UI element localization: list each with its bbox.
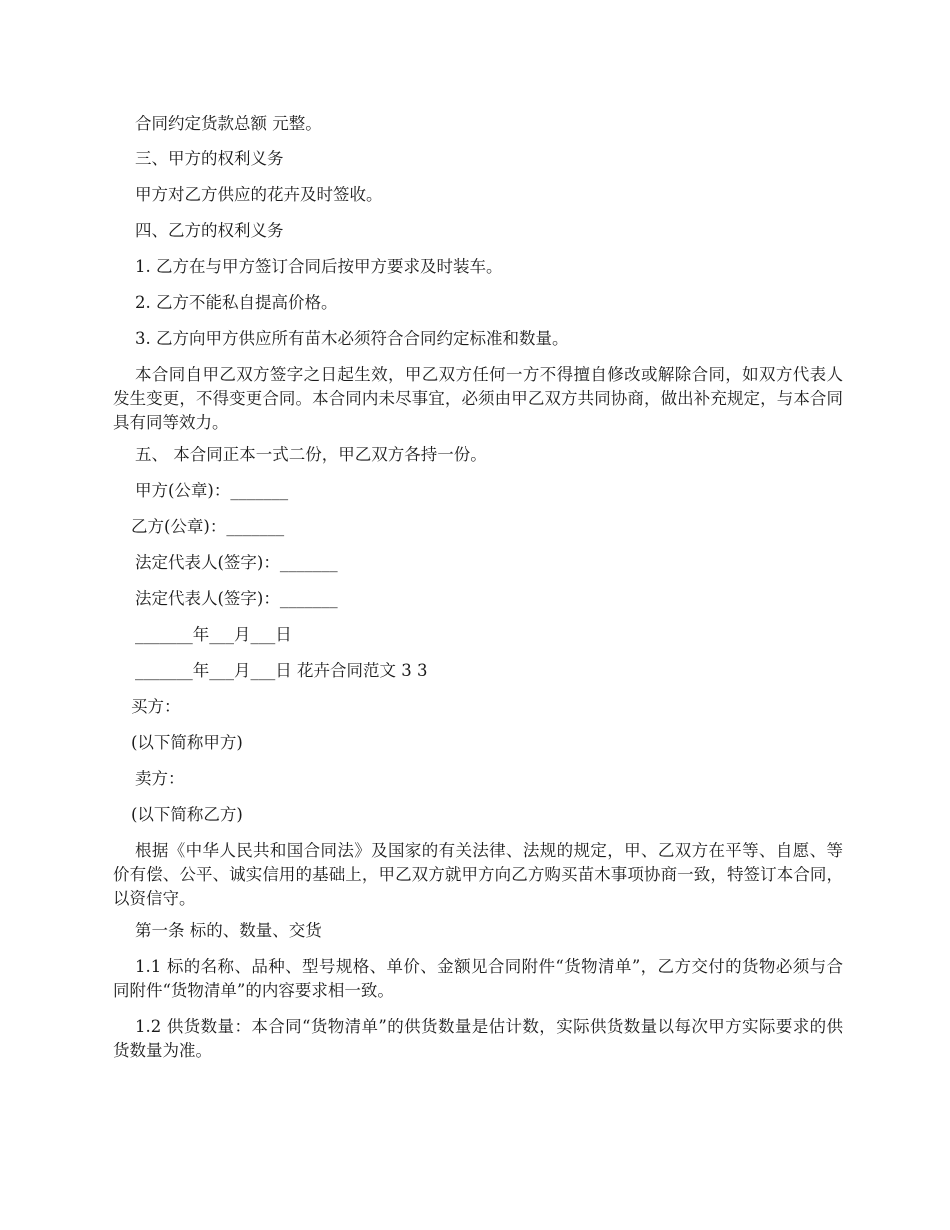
paragraph-total-amount: 合同约定货款总额 元整。: [135, 114, 322, 133]
date-line-2-with-title: _______年___月___日 花卉合同范文 3 3: [135, 661, 428, 680]
signature-party-b-seal: 乙方(公章)：_______: [131, 517, 285, 536]
signature-legal-rep-1: 法定代表人(签字)：_______: [135, 553, 338, 572]
paragraph-party-b-item-3: 3. 乙方向甲方供应所有苗木必须符合合同约定标准和数量。: [135, 329, 569, 348]
heading-party-a-rights: 三、甲方的权利义务: [135, 149, 284, 168]
paragraph-party-a-duty: 甲方对乙方供应的花卉及时签收。: [135, 185, 383, 204]
heading-party-b-rights: 四、乙方的权利义务: [135, 221, 284, 240]
signature-party-a-seal: 甲方(公章)：_______: [135, 481, 289, 500]
buyer-alias: (以下简称甲方): [131, 733, 243, 752]
buyer-label: 买方：: [131, 697, 181, 716]
article-1-heading: 第一条 标的、数量、交货: [135, 921, 322, 940]
date-line-1: _______年___月___日: [135, 625, 292, 644]
seller-label: 卖方：: [135, 769, 185, 788]
paragraph-copies-clause: 五、 本合同正本一式二份，甲乙双方各持一份。: [135, 445, 487, 464]
paragraph-legal-basis: 根据《中华人民共和国合同法》及国家的有关法律、法规的规定，甲、乙双方在平等、自愿、等价有偿、公平、诚实信用的基础上，甲乙双方就甲方向乙方购买苗木事项协商一致，特签订本合同，以资信守。: [113, 841, 843, 908]
paragraph-party-b-item-2: 2. 乙方不能私自提高价格。: [135, 293, 338, 312]
signature-legal-rep-2: 法定代表人(签字)：_______: [135, 589, 338, 608]
seller-alias: (以下简称乙方): [131, 805, 243, 824]
paragraph-article-1-2: 1.2 供货数量：本合同“货物清单”的供货数量是估计数，实际供货数量以每次甲方实际要求的供货数量为准。: [113, 1017, 843, 1060]
paragraph-article-1-1: 1.1 标的名称、品种、型号规格、单价、金额见合同附件“货物清单”，乙方交付的货物必须与合同附件“货物清单”的内容要求相一致。: [113, 957, 843, 1000]
paragraph-effective-clause: 本合同自甲乙双方签字之日起生效，甲乙双方任何一方不得擅自修改或解除合同，如双方代表人发生变更，不得变更合同。本合同内未尽事宜，必须由甲乙双方共同协商，做出补充规定，与本合同具有同等效力。: [113, 365, 843, 432]
paragraph-party-b-item-1: 1. 乙方在与甲方签订合同后按甲方要求及时装车。: [135, 257, 503, 276]
